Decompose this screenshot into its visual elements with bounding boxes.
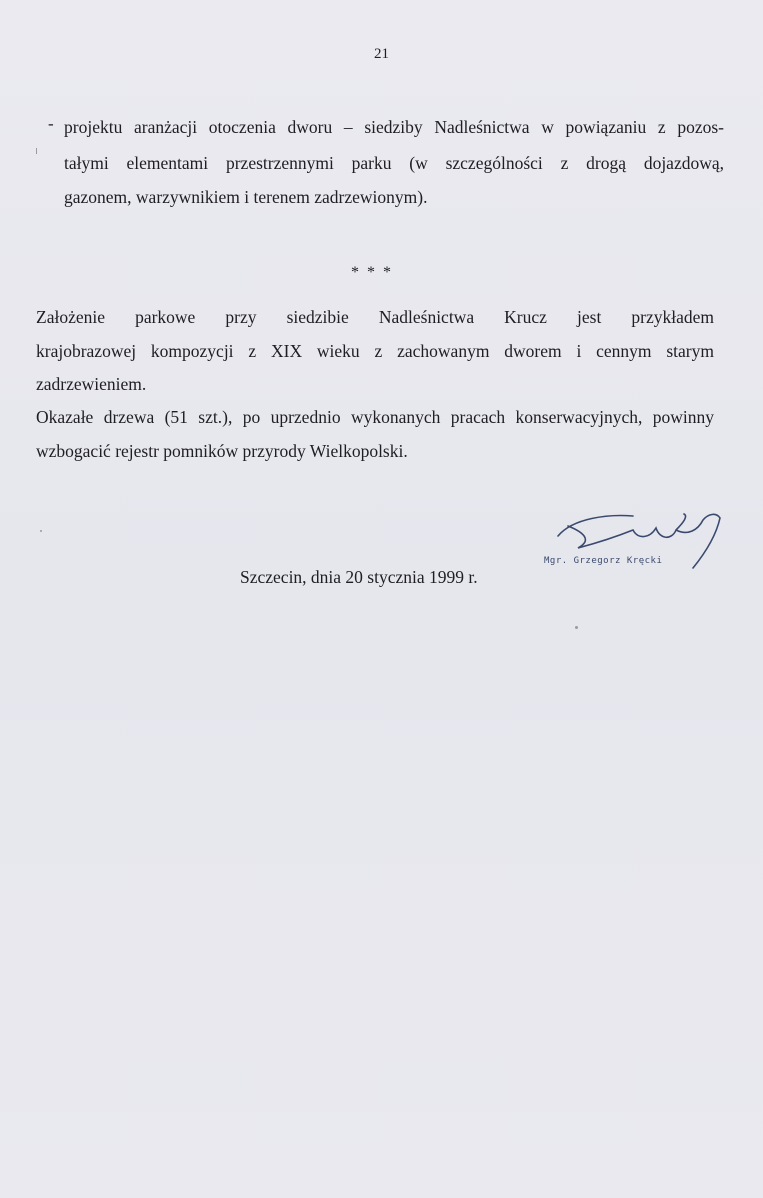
paragraph1-line-3: zadrzewieniem. (36, 374, 147, 394)
place-and-date: Szczecin, dnia 20 stycznia 1999 r. (240, 567, 478, 587)
paper-speck (36, 148, 37, 154)
paragraph1-line-1: Założenie parkowe przy siedzibie Nadleśnictwa Krucz jest przykładem (36, 307, 714, 327)
bullet-line-3: gazonem, warzywnikiem i terenem zadrzewionym). (64, 187, 428, 207)
paper-speck (575, 626, 578, 629)
signature (538, 496, 728, 576)
paragraph2-line-1: Okazałe drzewa (51 szt.), po uprzednio wykonanych pracach konserwacyjnych, powinny (36, 407, 714, 427)
section-separator: * * * (351, 264, 393, 281)
bullet-line-1: projektu aranżacji otoczenia dworu – siedziby Nadleśnictwa w powiązaniu z pozos- (64, 117, 724, 137)
page-number: 21 (374, 46, 389, 62)
paragraph2-line-2: wzbogacić rejestr pomników przyrody Wielkopolski. (36, 441, 408, 461)
bullet-line-2: tałymi elementami przestrzennymi parku (w szczególności z drogą dojazdową, (64, 153, 724, 173)
stamp-text: Mgr. Grzegorz Kręcki (544, 556, 663, 566)
paragraph1-line-2: krajobrazowej kompozycji z XIX wieku z zachowanym dworem i cennym starym (36, 341, 714, 361)
paper-speck (40, 530, 42, 532)
bullet-marker: - (48, 114, 54, 133)
